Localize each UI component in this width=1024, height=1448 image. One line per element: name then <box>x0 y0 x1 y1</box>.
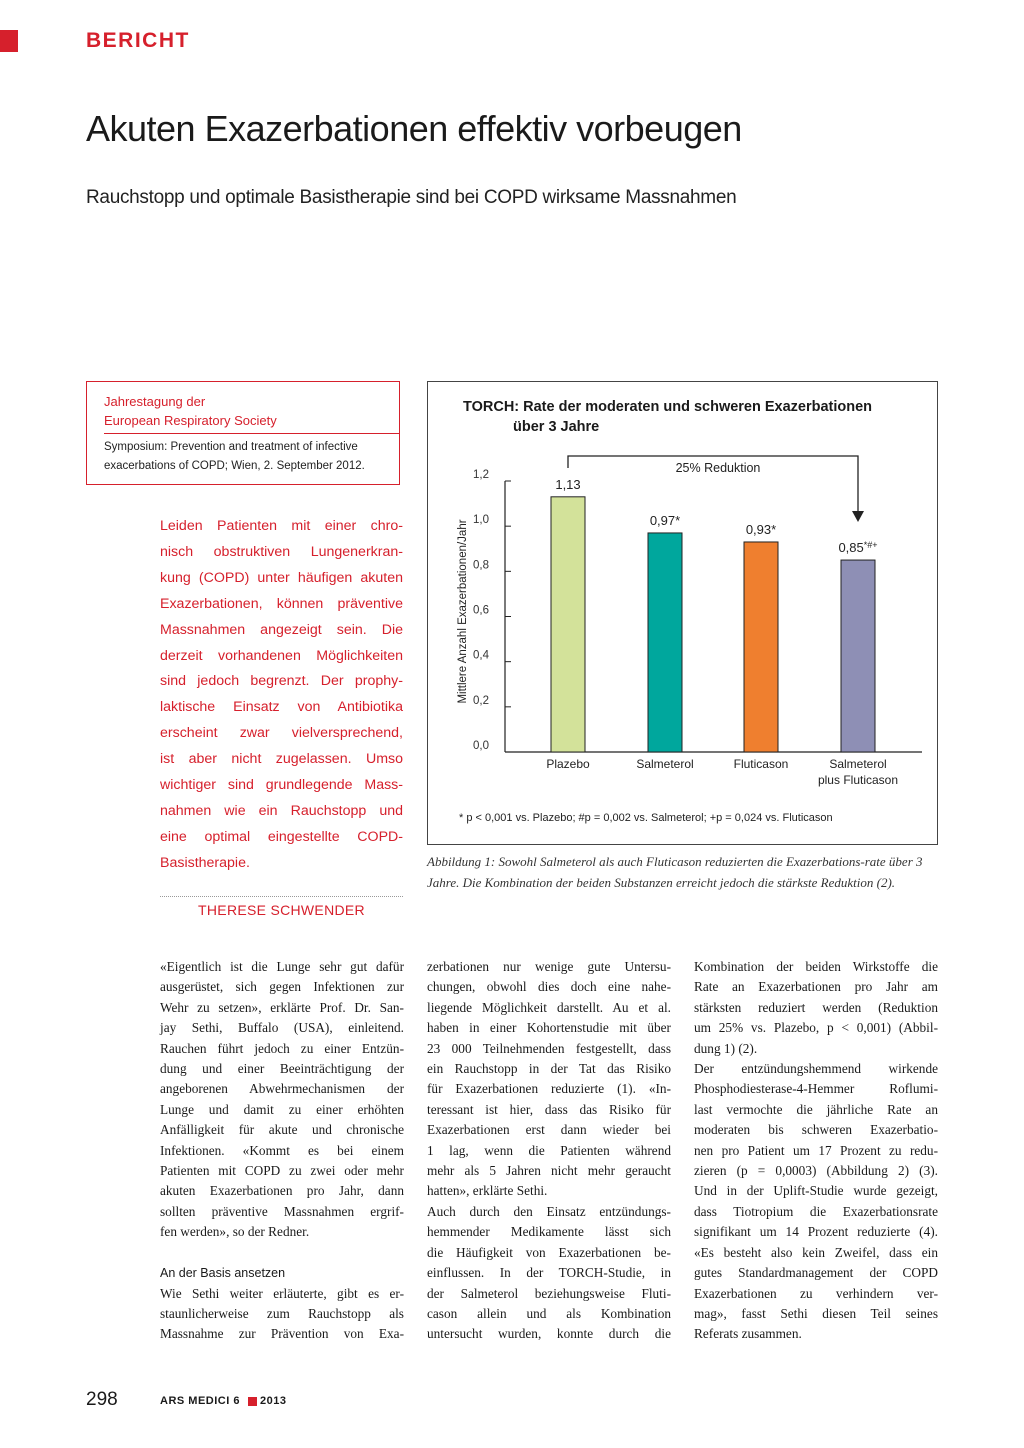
author-divider <box>160 896 403 897</box>
conference-line-1: Jahrestagung der <box>104 394 206 409</box>
lead-line: Exazerbationen, können präventive <box>160 595 403 612</box>
body-text-line: ein Rauchstopp in der Tat das Risiko <box>427 1061 671 1077</box>
magazine-name: ARS MEDICI 6 <box>160 1395 240 1407</box>
chart-title-line-1: TORCH: Rate der moderaten und schweren Exazerbationen <box>463 399 873 415</box>
body-text-line: um 25% vs. Plazebo, p < 0,001) (Abbil- <box>694 1020 938 1036</box>
page-number: 298 <box>86 1389 118 1410</box>
body-text-line: Infektionen. «Kommt es bei einem <box>160 1142 404 1158</box>
body-text-line: zerbationen nur wenige gute Untersu- <box>427 959 671 974</box>
y-axis-label: Mittlere Anzahl Exazerbationen/Jahr <box>457 519 469 704</box>
body-text-line: mag», fasst Sethi diesen Teil seines <box>694 1305 938 1321</box>
footer-square-icon <box>248 1397 257 1406</box>
body-text-line <box>160 1243 404 1263</box>
y-tick-label: 0,0 <box>473 740 489 752</box>
body-text-line: Phosphodiesterase-4-Hemmer Roflumi- <box>694 1081 938 1097</box>
body-text-line: Exazerbationen erst dann wieder bei <box>427 1122 671 1138</box>
author-name: THERESE SCHWENDER <box>198 902 365 918</box>
body-text-line: der Salmeterol beziehungsweise Fluti- <box>427 1285 671 1301</box>
issue-year: 2013 <box>260 1395 287 1407</box>
body-text-line: Anfälligkeit für akute und chronische <box>160 1122 404 1138</box>
body-text-line: zieren (p = 0,0003) (Abbildung 2) (3). <box>694 1163 938 1179</box>
conference-line-2: European Respiratory Society <box>104 413 277 428</box>
body-text-line: untersucht wurden, konnte durch die <box>427 1326 671 1342</box>
y-tick-label: 1,0 <box>473 514 489 527</box>
body-text-line: cason allein und als Kombination <box>427 1305 671 1321</box>
lead-line: Massnahmen angezeigt sein. Die <box>160 621 403 638</box>
data-label: 0,97* <box>649 512 681 528</box>
chart-title-line-2: über 3 Jahre <box>513 419 600 435</box>
body-column-1 <box>160 957 404 1345</box>
body-text-line: Rauchen führt jedoch zu einer Entzün- <box>160 1040 404 1056</box>
body-text-line: ausgerüstet, sich gegen Infektionen zur <box>160 979 404 995</box>
body-column-3 <box>694 957 938 1345</box>
lead-line: laktische Einsatz von Antibiotika <box>160 699 403 716</box>
lead-line: nisch obstruktiven Lungenerkran- <box>160 543 403 560</box>
body-text-line: dung 1) (2). <box>694 1040 758 1056</box>
y-tick-label: 0,4 <box>473 649 489 662</box>
data-label: 1,13 <box>555 476 581 492</box>
body-text-line: teressant ist hier, dass das Risiko für <box>427 1101 671 1117</box>
x-category-label: plus Fluticason <box>817 773 899 787</box>
body-text-line: mehr als 5 Jahren nicht mehr geraucht <box>427 1163 671 1179</box>
x-category-label: Salmeterol <box>636 757 694 771</box>
data-label: 0,93* <box>745 521 777 537</box>
section-label: BERICHT <box>86 29 190 52</box>
body-text-line: «Es besteht also kein Zweifel, dass ein <box>694 1244 938 1260</box>
section-marker <box>0 30 18 52</box>
y-tick-label: 0,8 <box>473 559 489 572</box>
body-text-line: Wehr zu setzen», erklärte Prof. Dr. San- <box>160 999 404 1015</box>
section-heading: An der Basis ansetzen <box>160 1266 286 1281</box>
body-text-line: «Eigentlich ist die Lunge sehr gut dafür <box>160 959 404 974</box>
chart-footnote: * p < 0,001 vs. Plazebo; #p = 0,002 vs. Salmeterol; +p = 0,024 vs. Fluticason <box>459 812 833 824</box>
y-tick-label: 1,2 <box>473 469 489 481</box>
article-title: Akuten Exazerbationen effektiv vorbeugen <box>86 108 742 149</box>
y-tick-label: 0,6 <box>473 604 489 617</box>
body-text-line: angeborenen Abwehrmechanismen der <box>160 1081 404 1097</box>
body-text-line: Exazerbationen zu verhindern ver- <box>694 1285 938 1301</box>
lead-line: ist aber nicht zugelassen. Umso <box>160 751 403 768</box>
body-text-line: 23 000 Teilnehmenden festgestellt, dass <box>427 1040 671 1056</box>
figure-caption: Abbildung 1: Sowohl Salmeterol als auch Fluticason reduzierten die Exazerbations-rate über 3 Jahre. Die Kombination der beiden Substanzen erreicht jedoch die stärkste Reduktion (2). <box>427 854 923 890</box>
body-text-line: Kombination der beiden Wirkstoffe die <box>694 959 938 974</box>
x-category-label: Salmeterol <box>829 757 887 771</box>
body-text-line: signifikant um 14 Prozent reduzierte (4). <box>694 1224 938 1240</box>
body-text-line: Referats zusammen. <box>694 1326 802 1342</box>
x-category-label: Plazebo <box>546 757 590 771</box>
lead-line: sind jedoch begrenzt. Der prophy- <box>160 673 403 690</box>
body-text-line: dung und einer Beeinträchtigung der <box>160 1061 404 1077</box>
body-text-line: liegende Möglichkeit darstellt. Au et al. <box>427 999 671 1015</box>
body-column-2 <box>427 957 671 1345</box>
x-category-label: Fluticason <box>733 757 789 771</box>
bar-2 <box>648 533 682 752</box>
conference-name <box>104 392 277 430</box>
lead-line: eine optimal eingestellte COPD- <box>160 828 403 845</box>
body-text-line: Rate an Exazerbationen pro Jahr am <box>694 979 938 995</box>
symposium-info <box>104 438 365 476</box>
bar-4 <box>841 560 875 752</box>
lead-line: wichtiger sind grundlegende Mass- <box>160 777 403 794</box>
body-text-line: die Häufigkeit von Exazerbationen be- <box>427 1244 671 1260</box>
body-text-line: Wie Sethi weiter erläuterte, gibt es er- <box>160 1285 404 1301</box>
body-text-line: gutes Standardmanagement der COPD <box>694 1265 938 1281</box>
body-text-line: hatten», erklärte Sethi. <box>427 1183 548 1199</box>
body-text-line: nen pro Patient um 17 Prozent zu redu- <box>694 1142 938 1158</box>
body-text-line: moderaten bis schweren Exazerbatio- <box>694 1122 938 1138</box>
body-text-line: last vermochte die jährliche Rate an <box>694 1101 938 1117</box>
body-text-line: Lunge und damit zu einer erhöhten <box>160 1101 404 1117</box>
body-text-line: haben in einer Kohortenstudie mit über <box>427 1020 671 1036</box>
body-text-line: Patienten mit COPD zu zwei oder mehr <box>160 1163 404 1179</box>
lead-line: derzeit vorhandenen Möglichkeiten <box>160 647 403 664</box>
body-text-line: Massnahme zur Prävention von Exa- <box>160 1326 404 1342</box>
body-text-line: chungen, obwohl dies doch eine nahe- <box>427 979 671 995</box>
body-text-line: für Exazerbationen reduzierte (1). «In- <box>427 1081 671 1097</box>
lead-line: nahmen wie ein Rauchstopp und <box>160 802 403 819</box>
lead-line: erscheint zwar vielversprechend, <box>160 725 403 742</box>
y-tick-label: 0,2 <box>473 694 489 707</box>
bar-1 <box>551 497 585 752</box>
body-text-line: hemmender Medikamente lässt sich <box>427 1224 671 1240</box>
body-text-line: stärksten reduziert werden (Reduktion <box>694 999 938 1015</box>
body-text-line: Auch durch den Einsatz entzündungs- <box>427 1203 671 1219</box>
bar-3 <box>744 542 778 752</box>
body-text-line: sollten präventive Massnahmen ergrif- <box>160 1203 404 1219</box>
symposium-line-2: exacerbations of COPD; Wien, 2. September 2012. <box>104 460 365 472</box>
body-text-line: akuten Exazerbationen pro Jahr, dann <box>160 1183 404 1199</box>
lead-line: Basistherapie. <box>160 854 250 871</box>
symposium-line-1: Symposium: Prevention and treatment of infective <box>104 441 358 453</box>
body-text-line: einflussen. In der TORCH-Studie, in <box>427 1265 671 1281</box>
body-text-line: 1 lag, wenn die Patienten während <box>427 1142 671 1158</box>
lead-paragraph <box>160 514 403 877</box>
infobox-divider <box>104 433 400 434</box>
reduction-annotation: 25% Reduktion <box>675 461 761 475</box>
body-text-line: dass Tiotropium die Exazerbationsrate <box>694 1203 938 1219</box>
arrow-down-icon <box>852 511 864 522</box>
bar-chart <box>427 381 938 845</box>
body-text-line: staunlicherweise zum Rauchstopp als <box>160 1305 404 1321</box>
lead-line: kung (COPD) unter häufigen akuten <box>160 569 403 586</box>
body-text-line: fen werden», so der Redner. <box>160 1224 310 1240</box>
body-text-line: Der entzündungshemmend wirkende <box>694 1061 938 1077</box>
body-text-line: Und in der Uplift-Studie wurde gezeigt, <box>694 1183 938 1199</box>
article-subtitle: Rauchstopp und optimale Basistherapie sind bei COPD wirksame Massnahmen <box>86 187 737 208</box>
conference-infobox <box>86 381 400 485</box>
data-label: 0,85*#+ <box>838 540 878 556</box>
body-text-line: jay Sethi, Buffalo (USA), einleitend. <box>160 1020 404 1036</box>
lead-line: Leiden Patienten mit einer chro- <box>160 518 403 534</box>
